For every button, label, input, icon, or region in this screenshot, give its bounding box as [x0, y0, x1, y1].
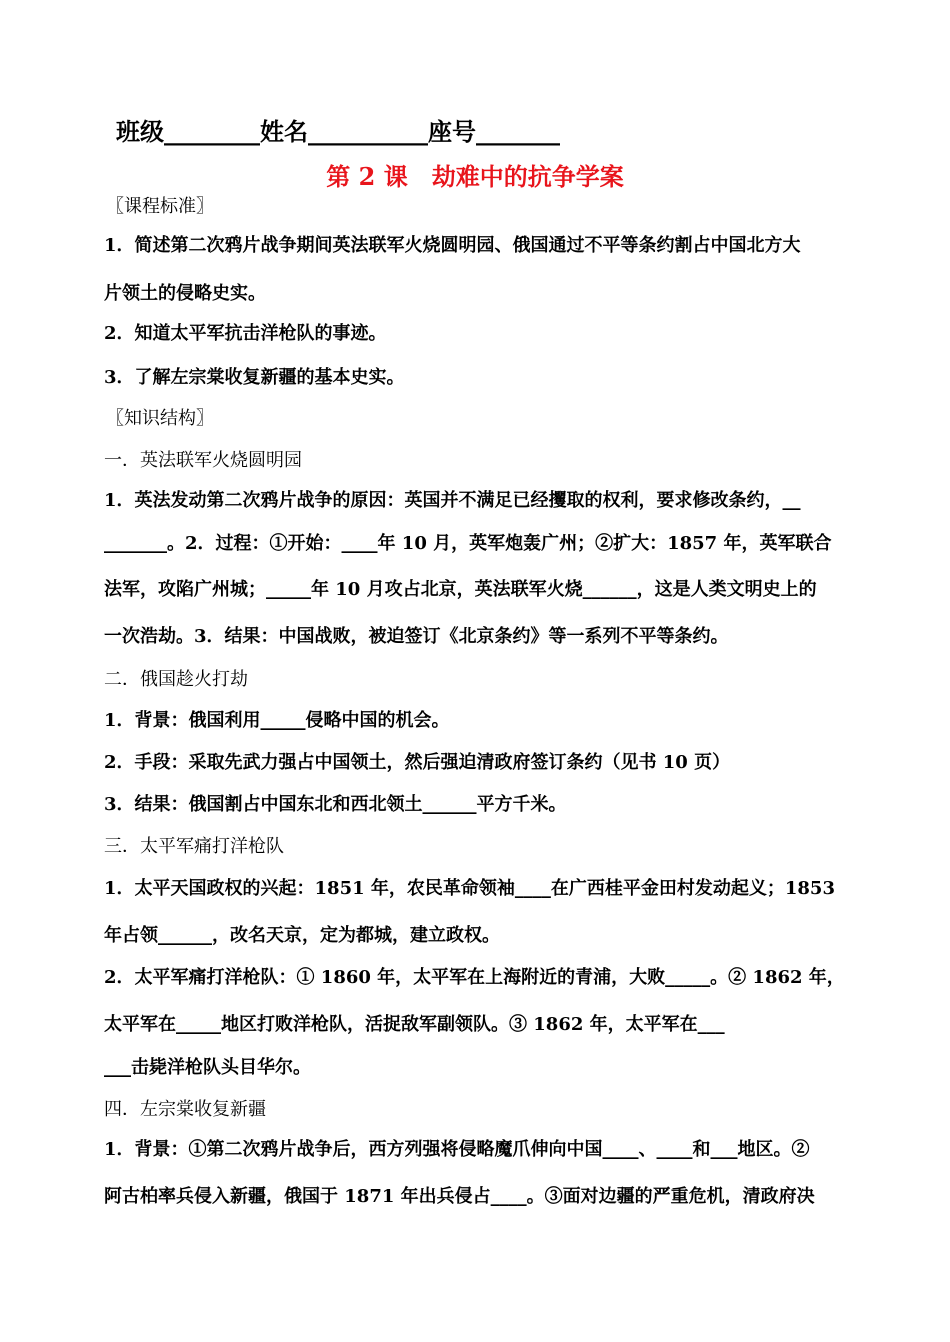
section-heading-structure: 〖知识结构〗 [106, 408, 214, 429]
text-line: 1．背景：①第二次鸦片战争后，西方列强将侵略魔爪伸向中国____、____和___地区。② [104, 1139, 810, 1160]
text-line: 1．英法发动第二次鸦片战争的原因：英国并不满足已经攫取的权利，要求修改条约，__ [104, 490, 801, 511]
text-line: 阿古柏率兵侵入新疆，俄国于 1871 年出兵侵占____。③面对边疆的严重危机，清政府决 [104, 1186, 815, 1207]
student-info-line: 班级________姓名__________座号_______ [116, 118, 560, 146]
text-line: _______。2．过程：①开始：____年 10 月，英军炮轰广州；②扩大：1857 年，英军联合 [104, 533, 832, 554]
section-heading-1: 一．英法联军火烧圆明园 [104, 450, 302, 471]
text-line: 2．手段：采取先武力强占中国领土，然后强迫清政府签订条约（见书 10 页） [104, 752, 731, 773]
text-line: 片领土的侵略史实。 [104, 283, 266, 304]
text-line: 2．知道太平军抗击洋枪队的事迹。 [104, 323, 387, 344]
text-line: 2．太平军痛打洋枪队：① 1860 年，太平军在上海附近的青浦，大败_____。② 1862 年， [104, 967, 845, 988]
text-line: 1．背景：俄国利用_____侵略中国的机会。 [104, 710, 450, 731]
text-line: ___击毙洋枪队头目华尔。 [104, 1057, 311, 1078]
text-line: 法军，攻陷广州城；_____年 10 月攻占北京，英法联军火烧______，这是人类文明史上的 [104, 579, 817, 600]
section-heading-3: 三．太平军痛打洋枪队 [104, 836, 284, 857]
text-line: 太平军在_____地区打败洋枪队，活捉敌军副领队。③ 1862 年，太平军在___ [104, 1014, 725, 1035]
text-line: 3．结果：俄国割占中国东北和西北领土______平方千米。 [104, 794, 567, 815]
text-line: 一次浩劫。3．结果：中国战败，被迫签订《北京条约》等一系列不平等条约。 [104, 626, 729, 647]
section-heading-2: 二．俄国趁火打劫 [104, 669, 248, 690]
text-line: 3．了解左宗棠收复新疆的基本史实。 [104, 367, 405, 388]
section-heading-4: 四．左宗棠收复新疆 [104, 1099, 266, 1120]
text-line: 1．简述第二次鸦片战争期间英法联军火烧圆明园、俄国通过不平等条约割占中国北方大 [104, 235, 801, 256]
section-heading-standards: 〖课程标准〗 [106, 196, 214, 217]
lesson-title: 第 2 课 劫难中的抗争学案 [326, 162, 624, 191]
text-line: 年占领______，改名天京，定为都城，建立政权。 [104, 925, 500, 946]
text-line: 1．太平天国政权的兴起：1851 年，农民革命领袖____在广西桂平金田村发动起义；1853 [104, 878, 835, 899]
